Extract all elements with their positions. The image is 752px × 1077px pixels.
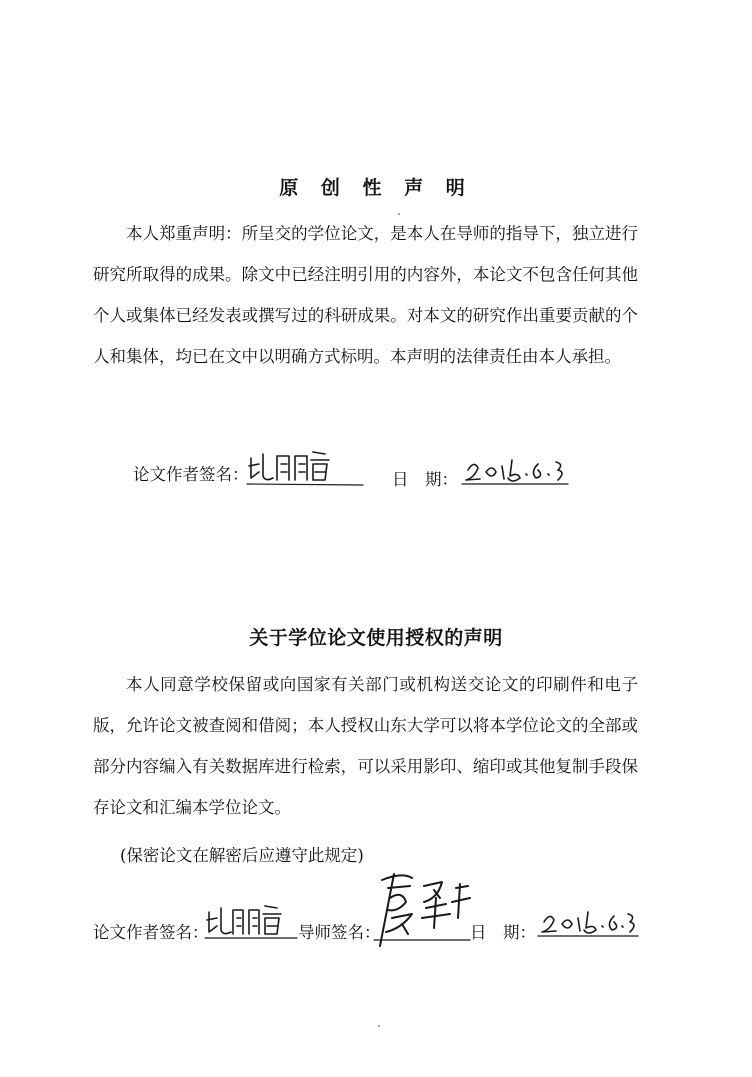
advisor-handwritten-signature xyxy=(372,868,472,950)
handwritten-date xyxy=(460,448,570,490)
originality-declaration-title: 原 创 性 声 明 xyxy=(279,177,473,199)
author-signature-label-2: 论文作者签名： xyxy=(93,923,209,942)
scan-speck xyxy=(378,1025,380,1027)
handwritten-date-2 xyxy=(536,902,640,942)
confidential-note: (保密论文在解密后应遵守此规定) xyxy=(120,846,364,865)
author-handwritten-signature xyxy=(245,448,365,490)
date-label-2: 日 期： xyxy=(470,923,536,942)
authorization-declaration-body: 本人同意学校保留或向国家有关部门或机构送交论文的印刷件和电子版，允许论文被查阅和借阅；本人授权山东大学可以将本学位论文的全部或部分内容编入有关数据库进行检索，可以采用影印、缩印或其他复制手段保存论文和汇编本学位论文。 xyxy=(93,675,638,817)
scan-speck xyxy=(398,213,400,215)
advisor-signature-label: 导师签名： xyxy=(298,923,381,942)
author-handwritten-signature-2 xyxy=(203,902,299,942)
date-label: 日 期： xyxy=(392,470,458,489)
author-signature-label: 论文作者签名： xyxy=(133,465,249,484)
authorization-declaration-title: 关于学位论文使用授权的声明 xyxy=(249,627,503,649)
originality-declaration-body: 本人郑重声明：所呈交的学位论文，是本人在导师的指导下，独立进行研究所取得的成果。除文中已经注明引用的内容外，本论文不包含任何其他个人或集体已经发表或撰写过的科研成果。对本文的研究作出重要贡献的个人和集体，均已在文中以明确方式标明。本声明的法律责任由本人承担。 xyxy=(93,224,638,366)
